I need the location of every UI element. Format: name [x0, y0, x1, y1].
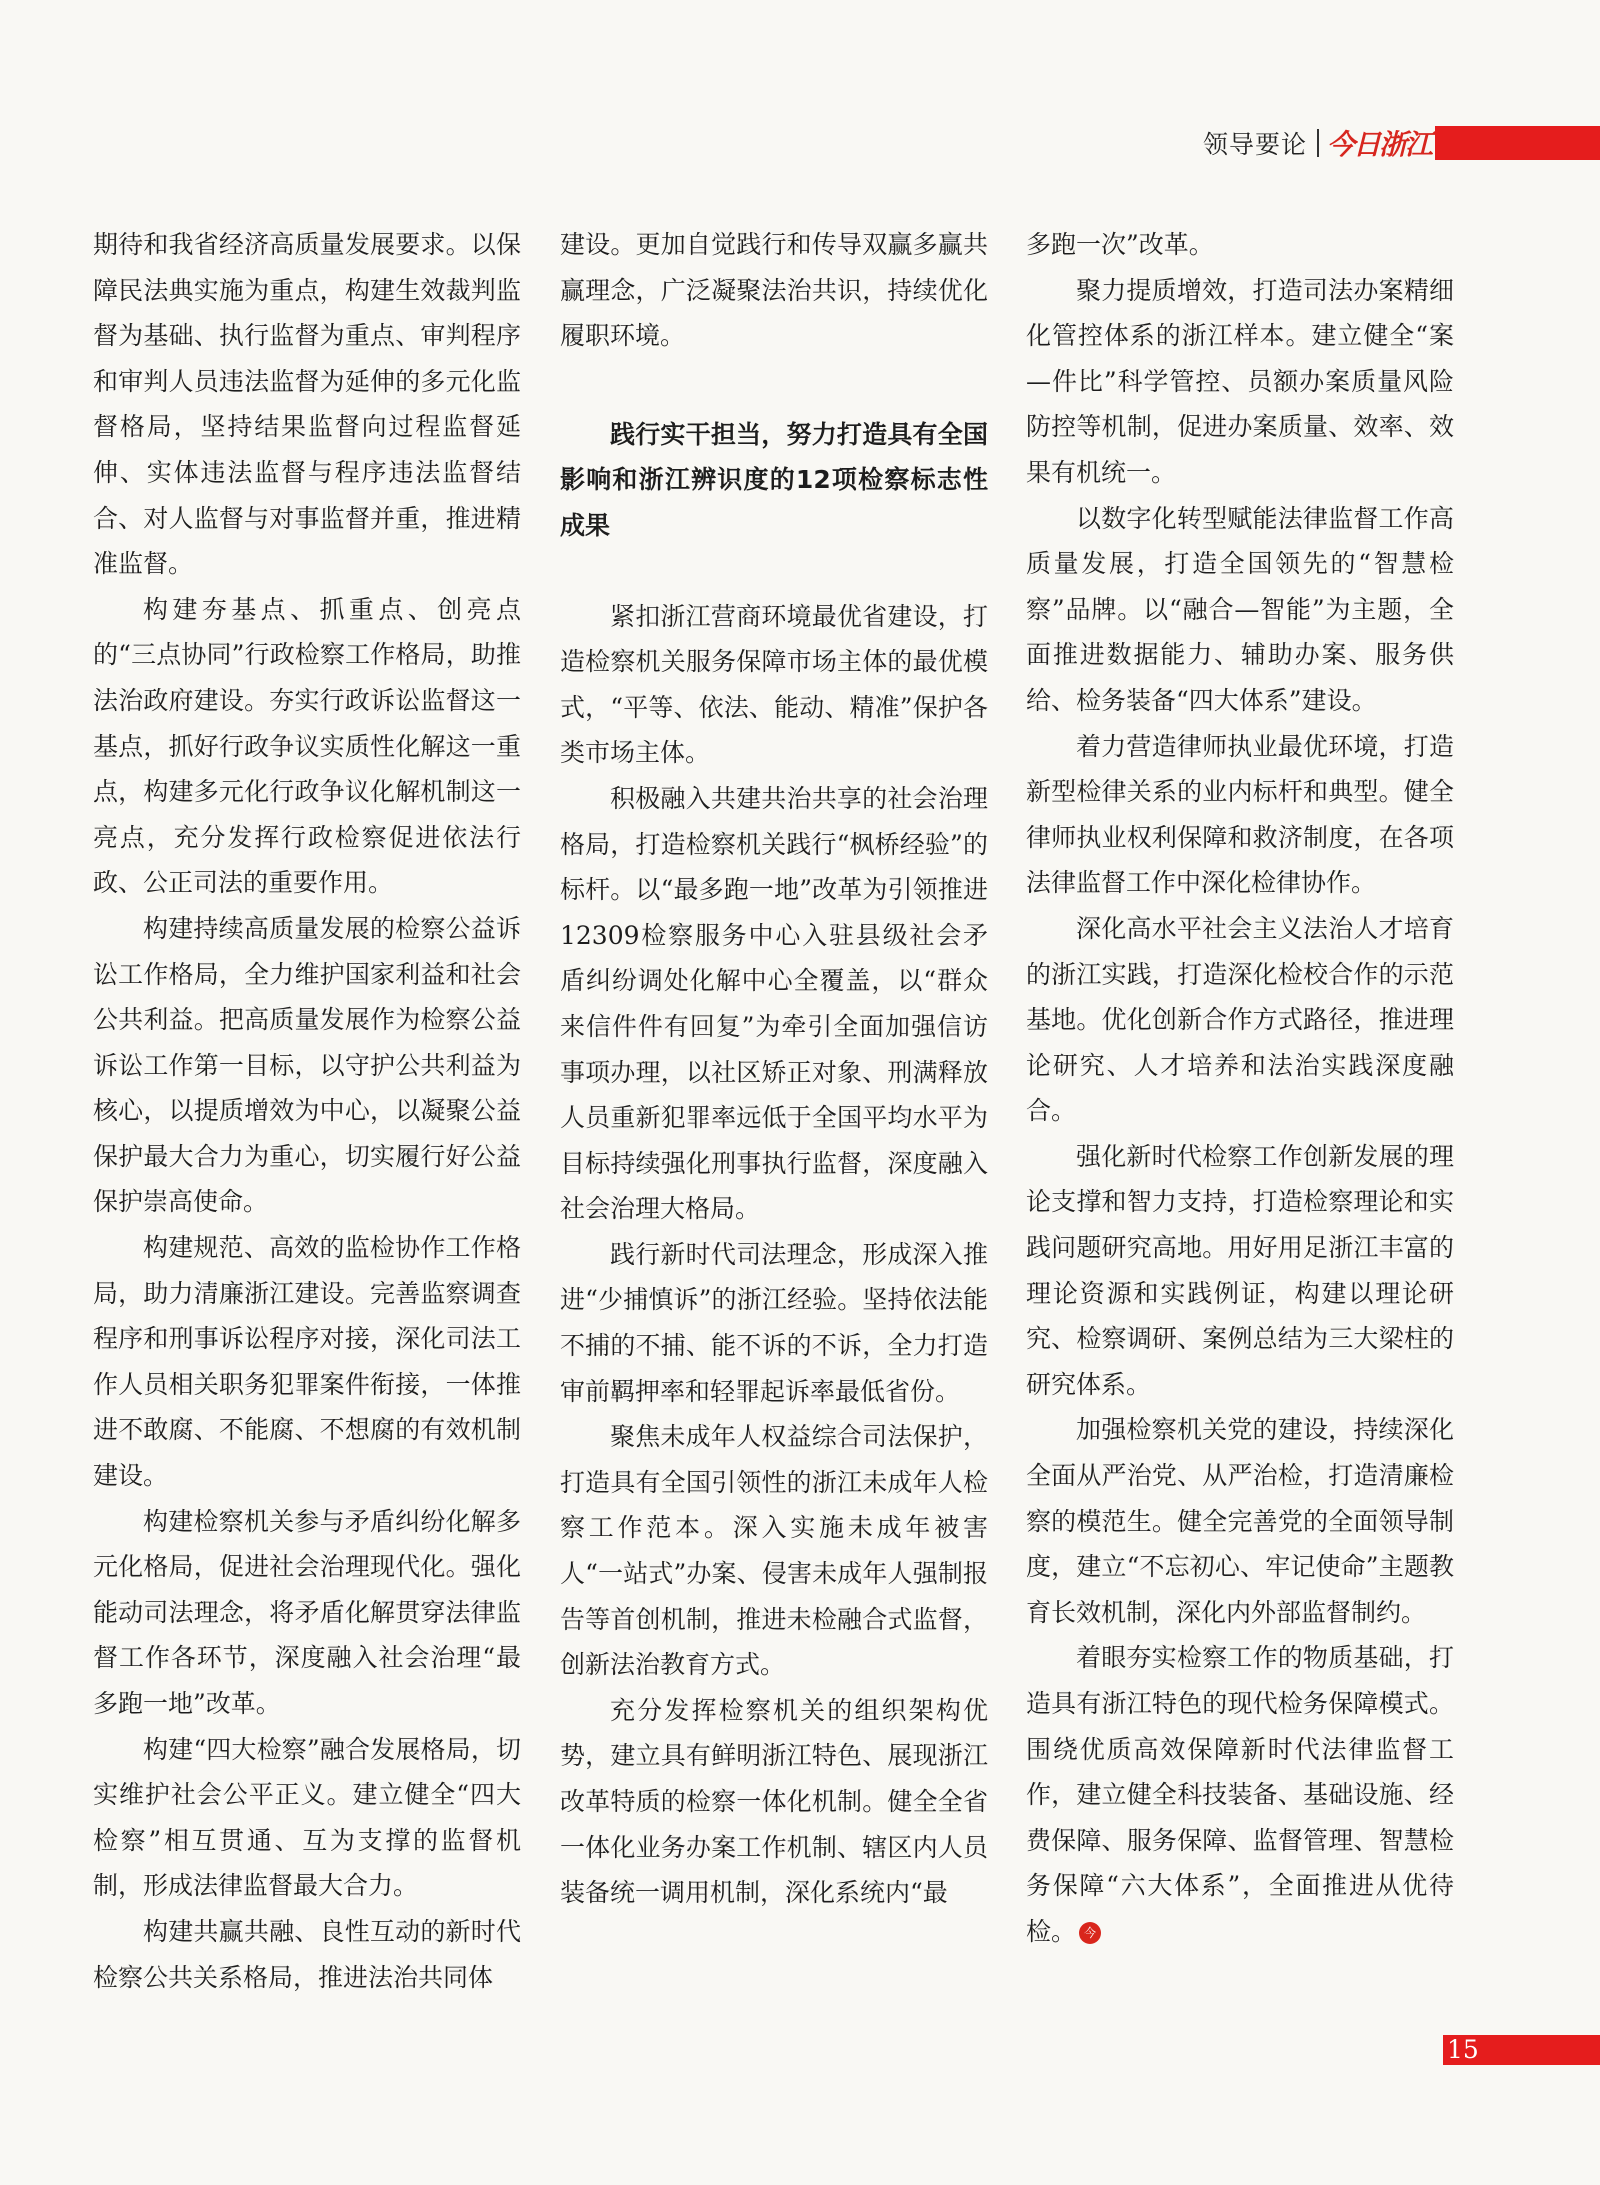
footer-red-bar [1443, 2035, 1600, 2065]
paragraph-text: 深化高水平社会主义法治人才培育的浙江实践，打造深化检校合作的示范基地。优化创新合作方式路径，推进理论研究、人才培养和法治实践深度融合。 [1026, 913, 1454, 1126]
paragraph-text: 构建持续高质量发展的检察公益诉讼工作格局，全力维护国家利益和社会公共利益。把高质量发展作为检察公益诉讼工作第一目标，以守护公共利益为核心，以提质增效为中心，以凝聚公益保护最大合力为重心，切实履行好公益保护崇高使命。 [93, 913, 521, 1217]
paragraph-text: 紧扣浙江营商环境最优省建设，打造检察机关服务保障市场主体的最优模式，“平等、依法、能动、精准”保护各类市场主体。 [560, 601, 988, 768]
paragraph [1026, 1635, 1454, 1954]
paragraph [93, 222, 521, 587]
paragraph-text: 多跑一次”改革。 [1026, 230, 1214, 259]
magazine-logo: 今日浙江 [1326, 128, 1431, 161]
text-column-1 [93, 222, 521, 2000]
header-divider [1317, 129, 1319, 157]
paragraph-text: 充分发挥检察机关的组织架构优势，建立具有鲜明浙江特色、展现浙江改革特质的检察一体化机制。健全全省一体化业务办案工作机制、辖区内人员装备统一调用机制，深化系统内“最 [560, 1695, 988, 1908]
paragraph-text: 着力营造律师执业最优环境，打造新型检律关系的业内标杆和典型。健全律师执业权利保障和救济制度，在各项法律监督工作中深化检律协作。 [1026, 731, 1454, 898]
paragraph-text: 聚焦未成年人权益综合司法保护，打造具有全国引领性的浙江未成年人检察工作范本。深入实施未成年被害人“一站式”办案、侵害未成年人强制报告等首创机制，推进未检融合式监督，创新法治教育方式。 [560, 1422, 988, 1680]
paragraph-text: 积极融入共建共治共享的社会治理格局，打造检察机关践行“枫桥经验”的标杆。以“最多跑一地”改革为引领推进12309检察服务中心入驻县级社会矛盾纠纷调处化解中心全覆盖，以“群众来信件件有回复”为牵引全面加强信访事项办理，以社区矫正对象、刑满释放人员重新犯罪率远低于全国平均水平为目标持续强化刑事执行监督，深度融入社会治理大格局。 [560, 783, 988, 1224]
text-column-2 [560, 222, 988, 1916]
paragraph-text: 以数字化转型赋能法律监督工作高质量发展，打造全国领先的“智慧检察”品牌。以“融合—智能”为主题，全面推进数据能力、辅助办案、服务供给、检务装备“四大体系”建设。 [1026, 503, 1454, 715]
paragraph [560, 776, 988, 1232]
paragraph-text: 构建“四大检察”融合发展格局，切实维护社会公平正义。建立健全“四大检察”相互贯通、互为支撑的监督机制，形成法律监督最大合力。 [93, 1734, 521, 1901]
paragraph [93, 587, 521, 906]
paragraph [560, 222, 988, 359]
paragraph-text: 强化新时代检察工作创新发展的理论支撑和智力支持，打造检察理论和实践问题研究高地。用好用足浙江丰富的理论资源和实践例证，构建以理论研究、检察调研、案例总结为三大梁柱的研究体系。 [1026, 1141, 1454, 1399]
page-header [1203, 124, 1600, 162]
paragraph-text: 建设。更加自觉践行和传导双赢多赢共赢理念，广泛凝聚法治共识，持续优化履职环境。 [560, 230, 988, 351]
paragraph-text: 构建检察机关参与矛盾纠纷化解多元化格局，促进社会治理现代化。强化能动司法理念，将矛盾化解贯穿法律监督工作各环节，深度融入社会治理“最多跑一地”改革。 [93, 1506, 521, 1718]
section-subheading [560, 412, 988, 549]
paragraph-text: 践行新时代司法理念，形成深入推进“少捕慎诉”的浙江经验。坚持依法能不捕的不捕、能不诉的不诉，全力打造审前羁押率和轻罪起诉率最低省份。 [560, 1239, 988, 1406]
paragraph [93, 1909, 521, 2000]
paragraph [1026, 724, 1454, 906]
page-number: 15 [1447, 2035, 1479, 2064]
paragraph [560, 594, 988, 776]
paragraph [1026, 268, 1454, 496]
paragraph [1026, 496, 1454, 724]
text-column-3 [1026, 222, 1454, 1955]
paragraph [93, 1727, 521, 1909]
header-red-bar [1435, 126, 1600, 160]
paragraph-text: 加强检察机关党的建设，持续深化全面从严治党、从严治检，打造清廉检察的模范生。健全完善党的全面领导制度，建立“不忘初心、牢记使命”主题教育长效机制，深化内外部监督制约。 [1026, 1415, 1454, 1627]
paragraph-text: 着眼夯实检察工作的物质基础，打造具有浙江特色的现代检务保障模式。围绕优质高效保障新时代法律监督工作，建立健全科技装备、基础设施、经费保障、服务保障、监督管理、智慧检务保障“六大体系”，全面推进从优待检。 [1026, 1643, 1454, 1946]
paragraph [1026, 1407, 1454, 1635]
paragraph-text: 践行实干担当，努力打造具有全国影响和浙江辨识度的12项检察标志性成果 [560, 419, 988, 540]
paragraph [93, 906, 521, 1225]
paragraph [93, 1225, 521, 1499]
paragraph [1026, 1134, 1454, 1408]
paragraph-text: 构建夯基点、抓重点、创亮点的“三点协同”行政检察工作格局，助推法治政府建设。夯实行政诉讼监督这一基点，抓好行政争议实质性化解这一重点，构建多元化行政争议化解机制这一亮点，充分发挥行政检察促进依法行政、公正司法的重要作用。 [93, 594, 521, 898]
paragraph-text: 期待和我省经济高质量发展要求。以保障民法典实施为重点，构建生效裁判监督为基础、执行监督为重点、审判程序和审判人员违法监督为延伸的多元化监督格局，坚持结果监督向过程监督延伸、实体违法监督与程序违法监督结合、对人监督与对事监督并重，推进精准监督。 [93, 230, 521, 579]
paragraph [1026, 906, 1454, 1134]
paragraph [93, 1499, 521, 1727]
paragraph-text: 聚力提质增效，打造司法办案精细化管控体系的浙江样本。建立健全“案—件比”科学管控、员额办案质量风险防控等机制，促进办案质量、效率、效果有机统一。 [1026, 275, 1454, 487]
paragraph [560, 1688, 988, 1916]
article-end-mark-icon: 今 [1079, 1922, 1101, 1944]
paragraph [1026, 222, 1454, 268]
paragraph-text: 构建规范、高效的监检协作工作格局，助力清廉浙江建设。完善监察调查程序和刑事诉讼程序对接，深化司法工作人员相关职务犯罪案件衔接，一体推进不敢腐、不能腐、不想腐的有效机制建设。 [93, 1233, 521, 1491]
paragraph [560, 1414, 988, 1688]
section-title: 领导要论 [1202, 130, 1307, 159]
paragraph [560, 1232, 988, 1414]
paragraph-text: 构建共赢共融、良性互动的新时代检察公共关系格局，推进法治共同体 [93, 1916, 521, 1992]
